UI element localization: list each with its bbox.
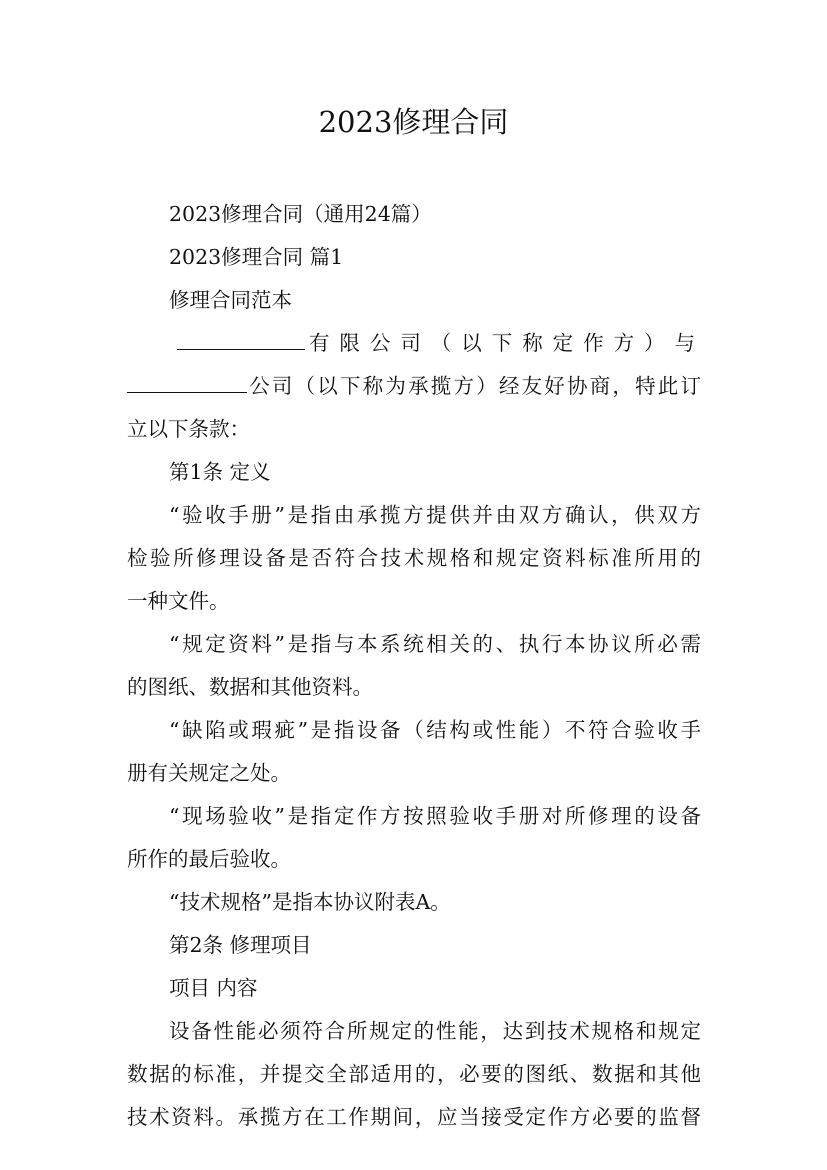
content-line-2: 数据的标准，并提交全部适用的，必要的图纸、数据和其他 <box>127 1062 701 1086</box>
definition-5: “技术规格”是指本协议附表A。 <box>169 890 451 914</box>
definition-3-line-1: “缺陷或瑕疵”是指设备（结构或性能）不符合验收手 <box>169 718 701 742</box>
definition-2-line-2: 的图纸、数据和其他资料。 <box>127 675 373 699</box>
definition-4-line-1: “现场验收”是指定作方按照验收手册对所修理的设备 <box>169 804 701 828</box>
definition-1-line-1: “验收手册”是指由承揽方提供并由双方确认，供双方 <box>169 503 701 527</box>
document-subtitle: 2023修理合同（通用24篇） <box>169 202 432 226</box>
template-name: 修理合同范本 <box>169 288 292 312</box>
article-1-heading: 第1条 定义 <box>169 460 271 484</box>
intro-line-2 <box>127 365 701 408</box>
intro-text-2: 公司（以下称为承揽方）经友好协商，特此订 <box>247 374 701 398</box>
intro-line-1 <box>127 322 701 365</box>
blank-line-party-b <box>127 391 247 393</box>
content-line-1: 设备性能必须符合所规定的性能，达到技术规格和规定 <box>169 1019 701 1043</box>
definition-1-line-2: 检验所修理设备是否符合技术规格和规定资料标准所用的 <box>127 546 701 570</box>
intro-text-1: 有限公司（以下称定作方）与 <box>305 331 701 355</box>
article-2-heading: 第2条 修理项目 <box>169 933 312 957</box>
definition-2-line-1: “规定资料”是指与本系统相关的、执行本协议所必需 <box>169 632 701 656</box>
content-line-3: 技术资料。承揽方在工作期间，应当接受定作方必要的监督 <box>127 1105 701 1129</box>
intro-line-3: 立以下条款： <box>127 417 250 441</box>
definition-4-line-2: 所作的最后验收。 <box>127 847 291 871</box>
section-heading: 2023修理合同 篇1 <box>169 245 344 269</box>
document-body <box>127 193 701 1139</box>
document-title: 2023修理合同 <box>318 105 509 139</box>
definition-1-line-3: 一种文件。 <box>127 589 230 613</box>
definition-3-line-2: 册有关规定之处。 <box>127 761 291 785</box>
item-header: 项目 内容 <box>169 976 258 1000</box>
blank-line-party-a <box>177 348 305 350</box>
